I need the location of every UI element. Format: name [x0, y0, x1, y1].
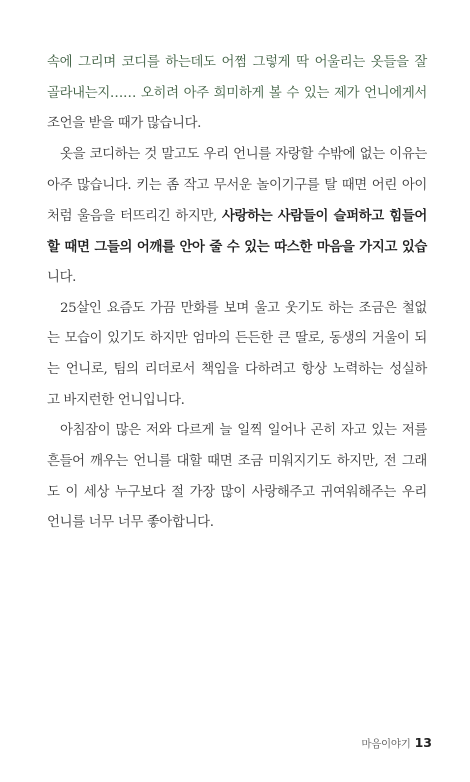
text-segment-emphasis: 사랑하는 사람들이 슬퍼하고 힘들어 [221, 208, 427, 225]
text-line: 도 이 세상 누구보다 절 가장 많이 사랑해주고 귀여워해주는 우리 [47, 484, 427, 500]
text-line: 할 때면 그들의 어깨를 안아 줄 수 있는 따스한 마음을 가지고 있습 [47, 239, 427, 256]
text-segment: 처럼 울음을 터뜨리긴 하지만, [47, 209, 222, 225]
text-line: 언니를 너무 너무 좋아합니다. [47, 515, 214, 531]
text-line [47, 201, 427, 232]
text-line: 니다. [47, 269, 77, 285]
text-line: 조언을 받을 때가 많습니다. [47, 116, 202, 132]
text-line: 아침잠이 많은 저와 다르게 늘 일찍 일어나 곤히 자고 있는 저를 [60, 423, 427, 439]
text-line: 골라내는지…… 오히려 아주 희미하게 볼 수 있는 제가 언니에게서 [47, 85, 427, 101]
text-line: 속에 그리며 코디를 하는데도 어쩜 그렇게 딱 어울리는 옷들을 잘 [47, 55, 427, 70]
text-line: 는 언니로, 팀의 리더로서 책임을 다하려고 항상 노력하는 성실하 [47, 361, 427, 377]
text-line: 흔들어 깨우는 언니를 대할 때면 조금 미워지기도 하지만, 전 그래 [47, 453, 427, 469]
body-text [47, 48, 427, 539]
text-line: 25살인 요즘도 가끔 만화를 보며 울고 웃기도 하는 조금은 철없 [60, 300, 427, 316]
page-footer [361, 732, 432, 751]
page-number: 13 [414, 735, 432, 750]
text-line: 는 모습이 있기도 하지만 엄마의 든든한 큰 딸로, 동생의 거울이 되 [47, 331, 427, 347]
text-line: 옷을 코디하는 것 말고도 우리 언니를 자랑할 수밖에 없는 이유는 [60, 147, 427, 163]
running-title: 마음이야기 [361, 738, 411, 750]
text-line: 고 바지런한 언니입니다. [47, 392, 185, 408]
text-line: 아주 많습니다. 키는 좀 작고 무서운 놀이기구를 탈 때면 어린 아이 [47, 177, 427, 193]
